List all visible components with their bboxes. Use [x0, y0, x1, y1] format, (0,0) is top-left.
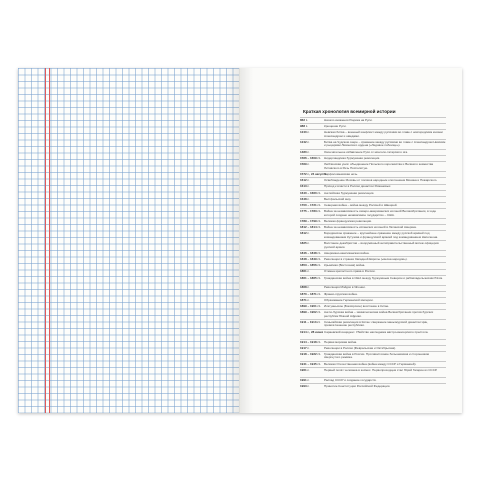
table-row: [300, 177, 446, 183]
row-date: 1848 – 1849 гг.: [300, 257, 321, 262]
row-event: Великая Отечественная война (война между СССР и Германией).: [324, 361, 417, 366]
table-row: [300, 297, 446, 303]
row-date: 1566 – 1609 гг.: [300, 156, 321, 161]
table-row: [300, 190, 446, 196]
chronology-page: [241, 68, 462, 413]
row-event: Революции в России (Февральская и Октябрьская).: [324, 345, 397, 350]
row-date: 1812 г.: [300, 231, 310, 236]
row-event: Северная война – война между Россией и Швецией.: [324, 202, 398, 207]
table-row: [300, 345, 446, 351]
table-row: [300, 377, 446, 383]
row-event: Революции в странах Западной Европы («весна народов»).: [324, 257, 408, 262]
row-event: Восстание декабристов – вооружённый антиправительственный мятеж офицеров русской армии.: [324, 241, 439, 249]
table-row: [300, 269, 446, 275]
table-row: [300, 303, 446, 309]
row-event: Война за независимость северо-американских колоний Великобритании, в ходе которой создано независимое государство – США.: [324, 209, 437, 217]
table-row: [300, 329, 446, 339]
row-date: 1918 – 1922 гг.: [300, 351, 321, 356]
row-date: 1640 – 1660 гг.: [300, 190, 321, 195]
row-event: Американо-мексиканская война.: [324, 250, 370, 255]
row-date: 1899 – 1902 гг.: [300, 310, 321, 315]
row-event: Принятие Конституции Российской Федерации.: [324, 383, 391, 388]
row-date: 1870 – 1871 гг.: [300, 291, 321, 296]
row-date: 1853 – 1856 гг.: [300, 263, 321, 268]
table-row: [300, 361, 446, 367]
row-date: 1775 – 1783 гг.: [300, 209, 321, 214]
table-row: [300, 230, 446, 240]
table-row: [300, 155, 446, 161]
margin-line: [45, 68, 46, 413]
table-row: [300, 224, 446, 230]
row-date: 1789 – 1799 гг.: [300, 218, 321, 223]
table-row: [300, 256, 446, 262]
row-event: Революция Мэйдзи в Японии.: [324, 285, 366, 290]
row-event: Вестфальский мир.: [324, 196, 352, 201]
row-date: 988 г.: [300, 124, 308, 129]
row-event: Англо-бурская война – захватническая война Великобритании против бурских республик Южной Африки.: [324, 310, 434, 318]
row-event: Бородинское сражение – крупнейшее сражение между русской армией под командованием Кутузова и французской армией под командованием Наполеона.: [324, 231, 439, 239]
table-row: [300, 339, 446, 345]
row-date: 1871 г.: [300, 297, 310, 302]
row-date: 1917 г.: [300, 345, 310, 350]
row-event: Люблинская уния: объединение Польского королевства и Великого княжества Литовского в Речь Посполитую.: [324, 162, 434, 170]
table-row: [300, 240, 446, 250]
row-event: Великая французская революция.: [324, 218, 372, 223]
row-event: Гражданская война в США между буржуазным Севером и рабовладельческим Югом.: [324, 275, 444, 280]
table-row: [300, 123, 446, 129]
row-date: 1868 г.: [300, 285, 310, 290]
row-event: Сараевский инцидент. Убийство наследника австро-венгерского престола.: [324, 329, 429, 334]
row-date: 1914 – 1918 гг.: [300, 339, 321, 344]
table-row: [300, 171, 446, 177]
row-event: Освобождение Москвы от поляков народным ополчением Минина и Пожарского.: [324, 178, 438, 183]
table-row: [300, 383, 446, 389]
row-event: Война за независимость испанских колоний в Латинской Америке.: [324, 225, 417, 230]
row-event: Франко-прусская война.: [324, 291, 358, 296]
row-date: 1480 г.: [300, 149, 310, 154]
row-date: 1648 г.: [300, 196, 310, 201]
table-row: [300, 117, 446, 123]
row-event: Синьхайская революция в Китае: свержение маньчжурской династии Цин, провозглашение республики.: [324, 320, 429, 328]
row-date: 1846 – 1848 гг.: [300, 250, 321, 255]
table-row: [300, 319, 446, 329]
table-row: [300, 309, 446, 319]
table-row: [300, 184, 446, 190]
table-row: [300, 149, 446, 155]
row-date: 1569 г.: [300, 162, 310, 167]
table-row: [300, 139, 446, 149]
row-event: Первый полёт человека в космос. Первопроходцем стал Юрий Гагарин из СССР.: [324, 367, 438, 372]
row-event: Первая мировая война.: [324, 339, 358, 344]
row-event: Распад СССР и создание государств.: [324, 377, 377, 382]
table-row: [300, 218, 446, 224]
table-row: [300, 250, 446, 256]
table-row: [300, 202, 446, 208]
row-date: 862 г.: [300, 117, 308, 122]
table-row: [300, 196, 446, 202]
row-event: Невская битва – военный конфликт между русскими во главе с новгородским князем Александром и шведами.: [324, 130, 443, 138]
table-row: [300, 285, 446, 291]
notebook-spread: [18, 68, 462, 413]
row-event: Окончательное избавление Руси от монголо-татарского ига.: [324, 149, 408, 154]
table-row: [300, 275, 446, 285]
row-date: 1825 г.: [300, 241, 310, 246]
row-date: 1941 – 1945 гг.: [300, 361, 321, 366]
table-row: [300, 367, 446, 377]
graph-paper-page: [18, 68, 239, 413]
row-event: Начало княжения Рюрика на Руси.: [324, 117, 373, 122]
row-date: 1861 – 1865 гг.: [300, 275, 321, 280]
row-event: Ихэтуаньское (Боксёрское) восстание в Китае.: [324, 304, 390, 309]
row-event: Английская буржуазная революция.: [324, 190, 375, 195]
table-row: [300, 291, 446, 297]
row-date: 1911 – 1913 гг.: [300, 320, 321, 325]
row-date: 1613 г.: [300, 184, 310, 189]
row-event: Нидерландская буржуазная революция.: [324, 156, 381, 161]
page-title: Краткая хронология всемирной истории: [303, 109, 396, 114]
row-date: 1899 – 1901 гг.: [300, 304, 321, 309]
row-date: 1812 – 1814 гг.: [300, 225, 321, 230]
row-date: 1242 г.: [300, 140, 310, 145]
row-date: 1993 г.: [300, 383, 310, 388]
row-event: Битва на Чудском озере – сражение между русскими во главе с Александром Невским и рыцарями Ливонского ордена («Ледовое побоище»).: [324, 140, 446, 148]
row-date: 1572 г., 24 августа: [300, 172, 327, 177]
row-date: 1612 г.: [300, 178, 310, 183]
row-date: 1240 г.: [300, 130, 310, 135]
chronology-table: [300, 117, 446, 389]
table-row: [300, 129, 446, 139]
row-event: Крымская (Восточная) война.: [324, 263, 366, 268]
row-event: Гражданская война в России. Противостояние большевиков и сторонников свергнутого режима.: [324, 351, 429, 360]
row-event: Крещение Руси.: [324, 124, 347, 129]
row-event: Варфоломеевская ночь.: [324, 172, 359, 177]
row-date: 1861 г.: [300, 269, 310, 274]
row-event: Образование Германской империи.: [324, 297, 374, 302]
row-event: Отмена крепостного права в России.: [324, 269, 376, 274]
table-row: [300, 208, 446, 218]
row-event: Приход к власти в России династии Романовых.: [324, 184, 392, 189]
table-row: [300, 262, 446, 268]
row-date: 1961 г.: [300, 367, 310, 372]
table-row: [300, 161, 446, 171]
row-date: 1700 – 1721 гг.: [300, 202, 321, 207]
row-date: 1914 г., 28 июня: [300, 329, 324, 334]
table-row: [300, 351, 446, 361]
row-date: 1991 г.: [300, 377, 310, 382]
margin-line: [49, 68, 50, 413]
